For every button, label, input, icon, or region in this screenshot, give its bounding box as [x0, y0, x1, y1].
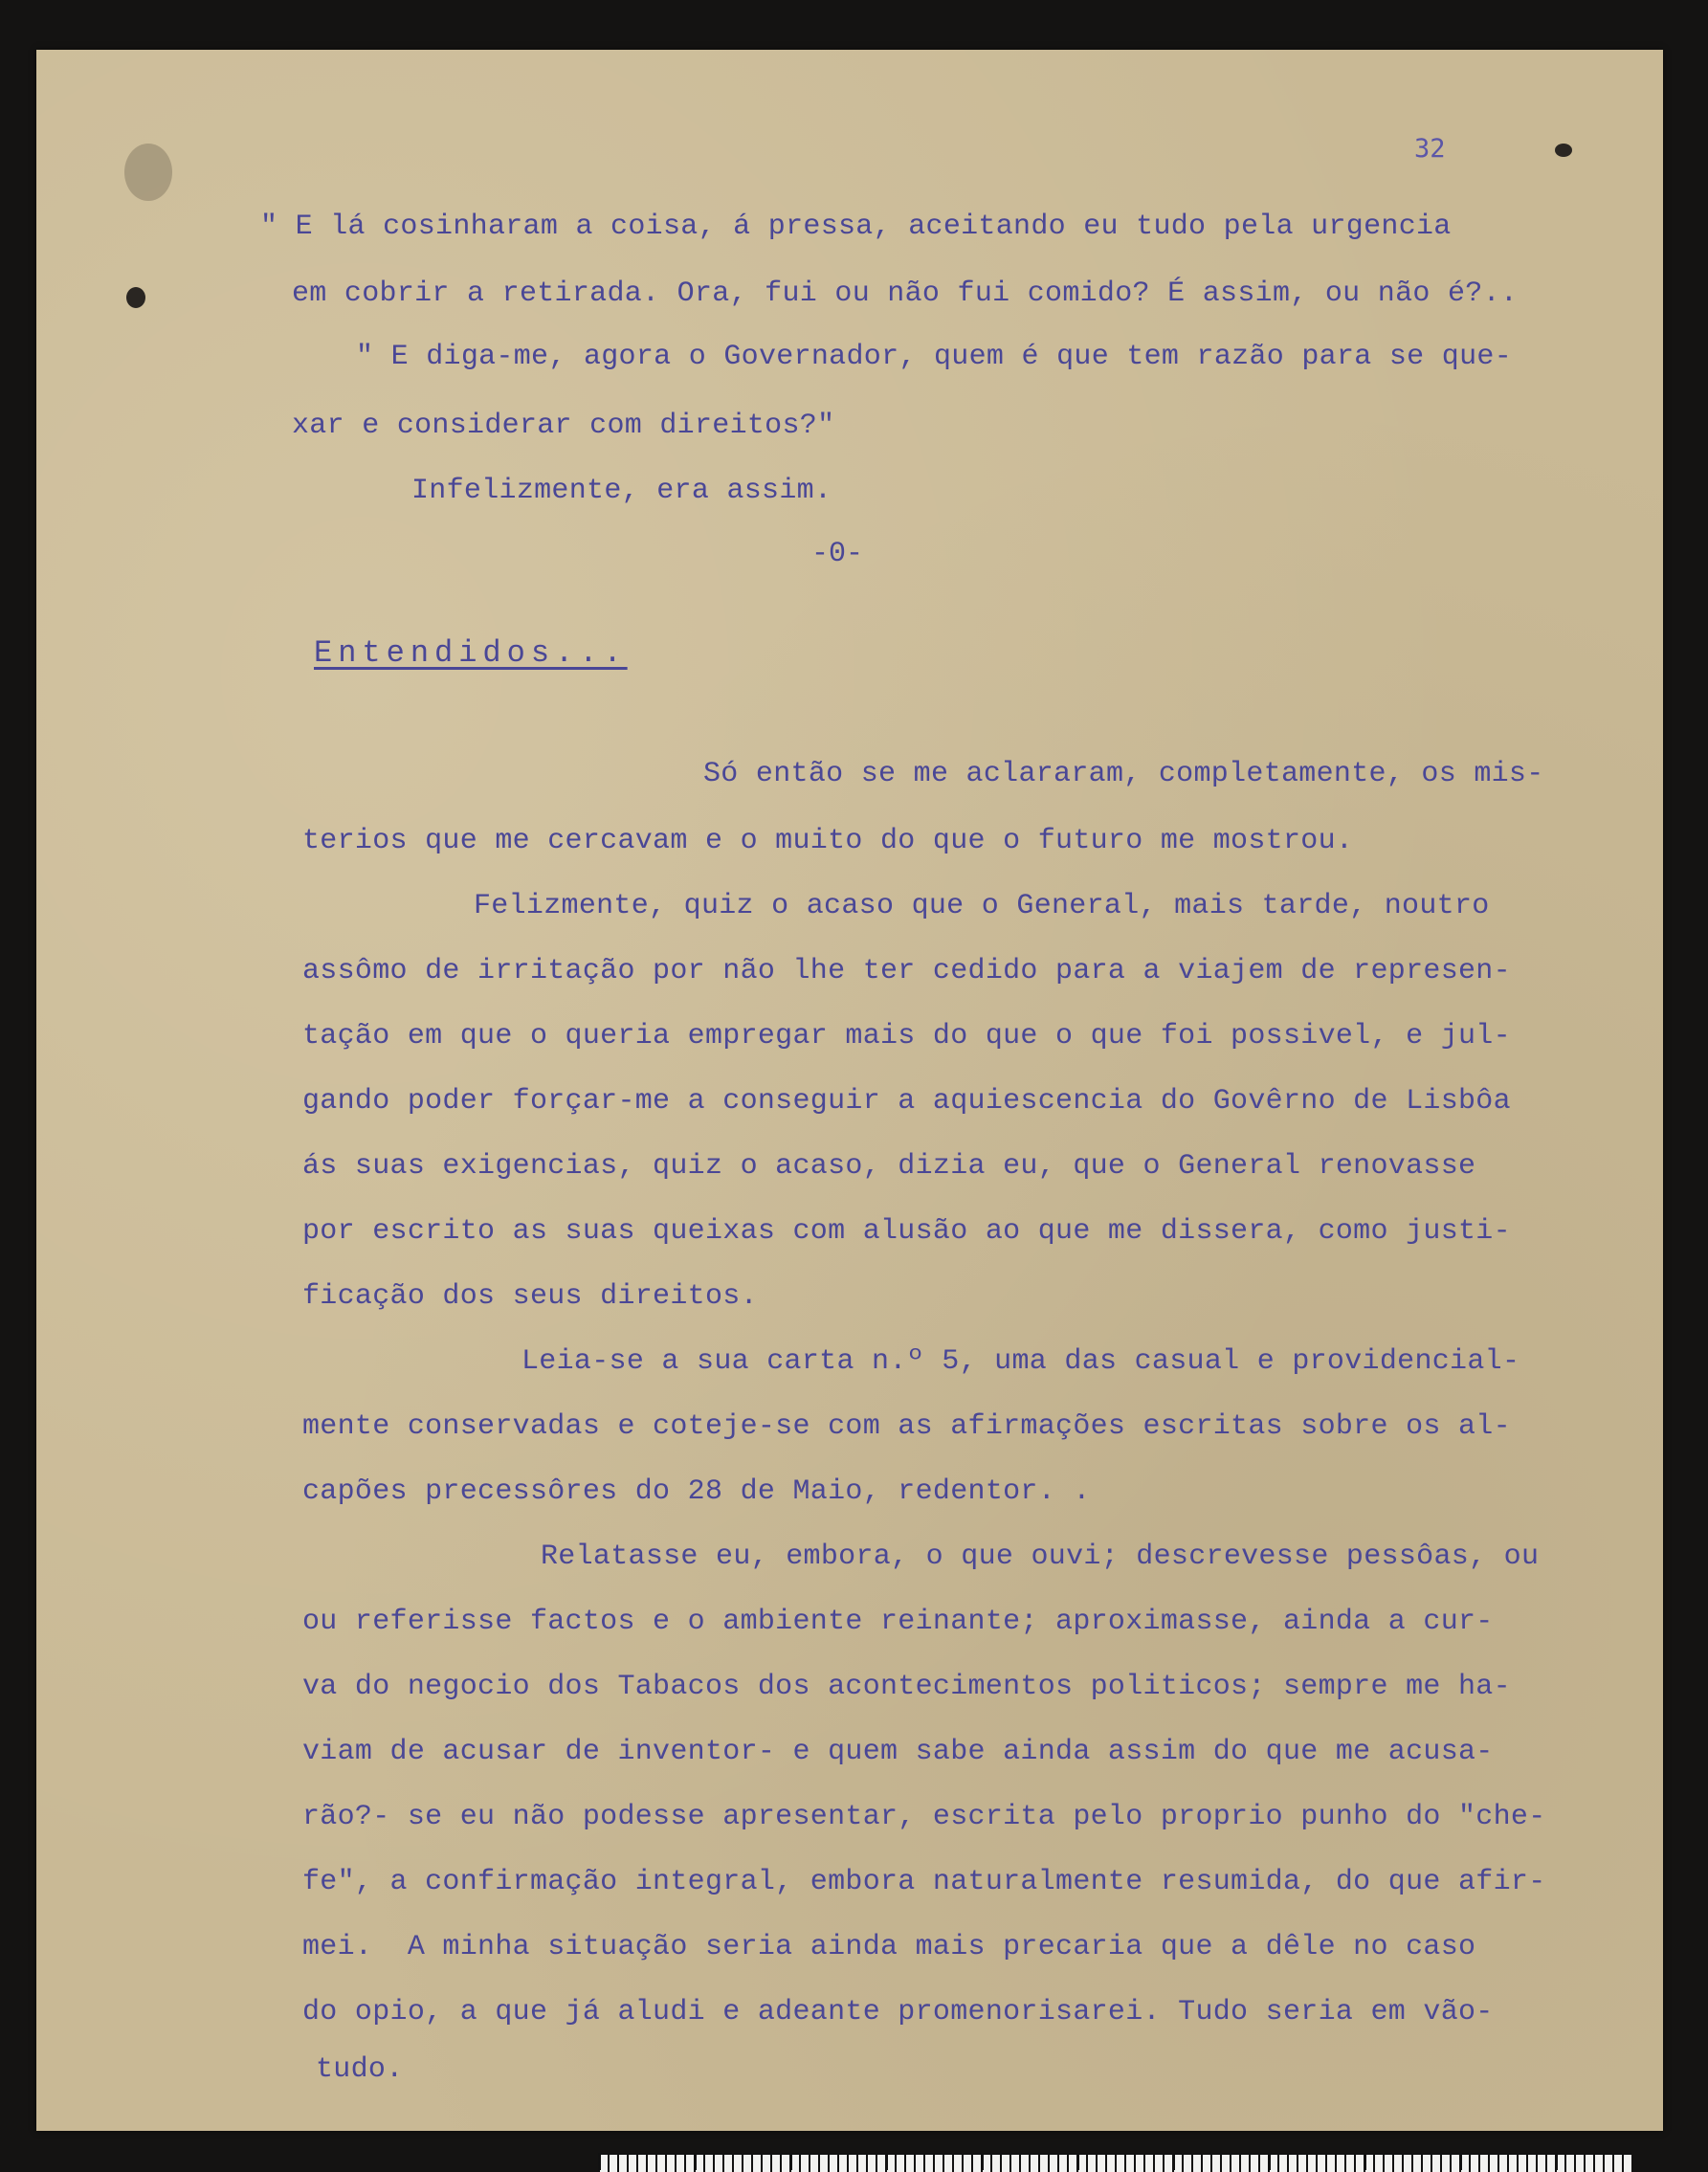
text-line: tudo.	[316, 2053, 404, 2086]
text-line: rão?- se eu não podesse apresentar, escrita pelo proprio punho do "che-	[302, 1801, 1546, 1833]
text-line: va do negocio dos Tabacos dos acontecimentos politicos; sempre me ha-	[302, 1671, 1511, 1703]
ink-blot	[126, 287, 145, 308]
text-line: ás suas exigencias, quiz o acaso, dizia eu, que o General renovasse	[302, 1150, 1476, 1183]
text-line: assômo de irritação por não lhe ter cedido para a viajem de represen-	[302, 955, 1511, 987]
text-line: gando poder forçar-me a conseguir a aquiescencia do Govêrno de Lisbôa	[302, 1085, 1511, 1118]
text-line: por escrito as suas queixas com alusão ao que me dissera, como justi-	[302, 1215, 1511, 1248]
text-line: " E lá cosinharam a coisa, á pressa, aceitando eu tudo pela urgencia	[260, 211, 1452, 243]
ink-blot	[1555, 144, 1572, 157]
scale-ruler-major-ticks	[598, 2153, 1631, 2170]
text-line: terios que me cercavam e o muito do que o futuro me mostrou.	[302, 825, 1354, 857]
text-line: do opio, a que já aludi e adeante promenorisarei. Tudo seria em vão-	[302, 1996, 1494, 2028]
page-number: 32	[1414, 134, 1446, 164]
text-line: tação em que o queria empregar mais do que o que foi possivel, e jul-	[302, 1020, 1511, 1053]
text-line: Relatasse eu, embora, o que ouvi; descrevesse pessôas, ou	[541, 1540, 1540, 1573]
text-line: viam de acusar de inventor- e quem sabe ainda assim do que me acusa-	[302, 1736, 1494, 1768]
section-heading: Entendidos...	[314, 635, 628, 671]
text-line: Infelizmente, era assim.	[411, 475, 832, 507]
text-line: Felizmente, quiz o acaso que o General, mais tarde, noutro	[474, 890, 1490, 922]
text-line: mei. A minha situação seria ainda mais precaria que a dêle no caso	[302, 1931, 1476, 1963]
section-separator: -0-	[811, 538, 864, 570]
stain-mark	[124, 144, 172, 201]
text-line: Só então se me aclararam, completamente, os mis-	[703, 758, 1544, 790]
text-line: " E diga-me, agora o Governador, quem é que tem razão para se que-	[356, 341, 1512, 373]
text-line: ou referisse factos e o ambiente reinante; aproximasse, ainda a cur-	[302, 1606, 1494, 1638]
text-line: capões precessôres do 28 de Maio, redentor. .	[302, 1475, 1091, 1508]
text-line: ficação dos seus direitos.	[302, 1280, 758, 1313]
text-line: mente conservadas e coteje-se com as afirmações escritas sobre os al-	[302, 1410, 1511, 1443]
text-line: fe", a confirmação integral, embora naturalmente resumida, do que afir-	[302, 1866, 1546, 1898]
text-line: em cobrir a retirada. Ora, fui ou não fui comido? É assim, ou não é?..	[292, 277, 1519, 310]
text-line: Leia-se a sua carta n.º 5, uma das casual e providencial-	[521, 1345, 1520, 1378]
text-line: xar e considerar com direitos?"	[292, 410, 835, 442]
